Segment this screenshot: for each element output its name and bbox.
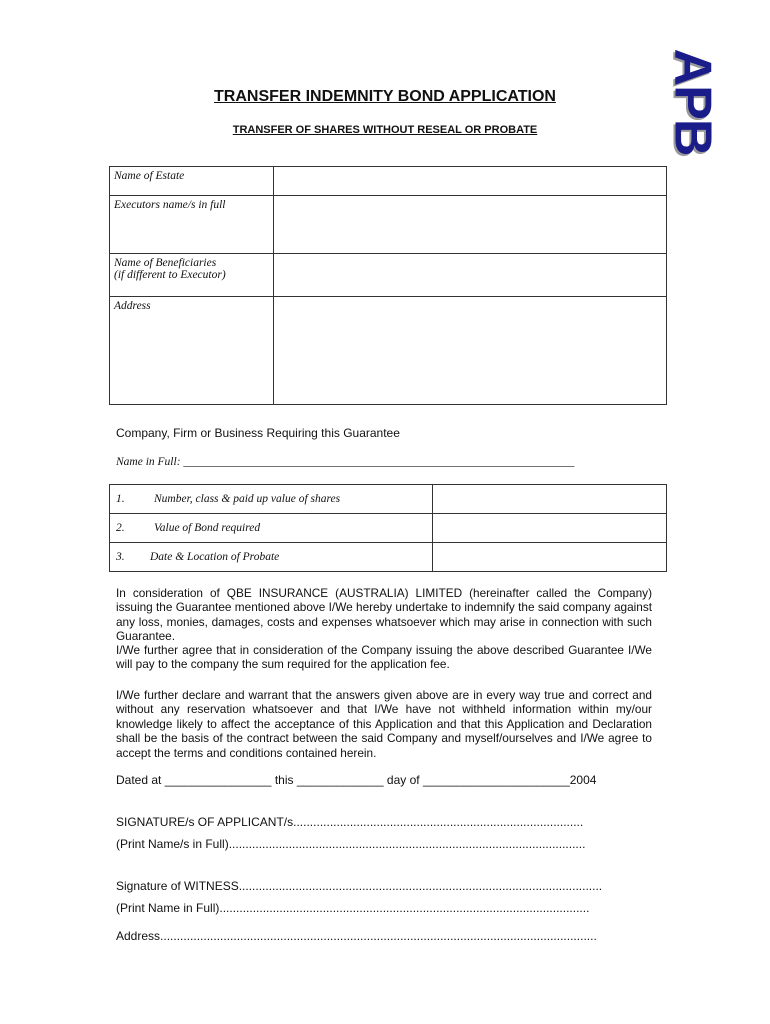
table-row	[110, 485, 667, 514]
shares-value-field[interactable]	[433, 485, 667, 514]
share-details-table	[109, 484, 667, 572]
beneficiaries-label: Name of Beneficiaries (if different to Executor)	[110, 254, 274, 297]
bond-value-field[interactable]	[433, 514, 667, 543]
estate-name-label: Name of Estate	[110, 167, 274, 196]
company-heading: Company, Firm or Business Requiring this Guarantee	[116, 426, 400, 440]
table-row	[110, 196, 667, 254]
address-field[interactable]	[274, 297, 667, 405]
declaration-paragraph: I/We further declare and warrant that the answers given above are in every way true and correct and without any reservation whatsoever and that I/We have not withheld information within my/our knowledge likely to affect the acceptance of this Application and that this Application and Declaration shall be the basis of the contract between the said Company and myself/ourselves and I/We agree to accept the terms and conditions contained herein.	[116, 688, 652, 760]
applicant-print-name-line[interactable]: (Print Name/s in Full)...........................................................................................................	[116, 837, 586, 851]
page-title: TRANSFER INDEMNITY BOND APPLICATION	[214, 88, 556, 105]
page-subtitle: TRANSFER OF SHARES WITHOUT RESEAL OR PROBATE	[232, 124, 538, 136]
dated-line[interactable]: Dated at ________________ this _____________ day of ______________________2004	[116, 773, 597, 787]
applicant-signature-line[interactable]: SIGNATURE/s OF APPLICANT/s.......................................................................................	[116, 815, 584, 829]
consideration-paragraph: In consideration of QBE INSURANCE (AUSTRALIA) LIMITED (hereinafter called the Company) issuing the Guarantee mentioned above I/We hereby undertake to indemnify the said company against any loss, monies, damages, costs and expenses whatsoever which may arise in connection with such Guarantee.	[116, 586, 652, 644]
table-row	[110, 297, 667, 405]
probate-label: 3. Date & Location of Probate	[110, 543, 433, 572]
executors-name-field[interactable]	[274, 196, 667, 254]
estate-name-field[interactable]	[274, 167, 667, 196]
executors-name-label: Executors name/s in full	[110, 196, 274, 254]
witness-address-line[interactable]: Address...................................................................................................................................	[116, 929, 597, 943]
application-fee-paragraph: I/We further agree that in consideration of the Company issuing the above described Guarantee I/We will pay to the company the sum required for the application fee.	[116, 643, 652, 672]
table-row	[110, 514, 667, 543]
table-row	[110, 254, 667, 297]
table-row	[110, 167, 667, 196]
beneficiaries-field[interactable]	[274, 254, 667, 297]
witness-signature-line[interactable]: Signature of WITNESS.............................................................................................................	[116, 879, 603, 893]
shares-value-label: 1. Number, class & paid up value of shares	[110, 485, 433, 514]
bond-value-label: 2. Value of Bond required	[110, 514, 433, 543]
name-in-full-line[interactable]: Name in Full: ____________________________________________________________________	[116, 456, 575, 468]
address-label: Address	[110, 297, 274, 405]
estate-details-table	[109, 166, 667, 405]
apb-logo-text: APB	[663, 48, 722, 156]
table-row	[110, 543, 667, 572]
probate-field[interactable]	[433, 543, 667, 572]
witness-print-name-line[interactable]: (Print Name in Full)...............................................................................................................	[116, 901, 590, 915]
